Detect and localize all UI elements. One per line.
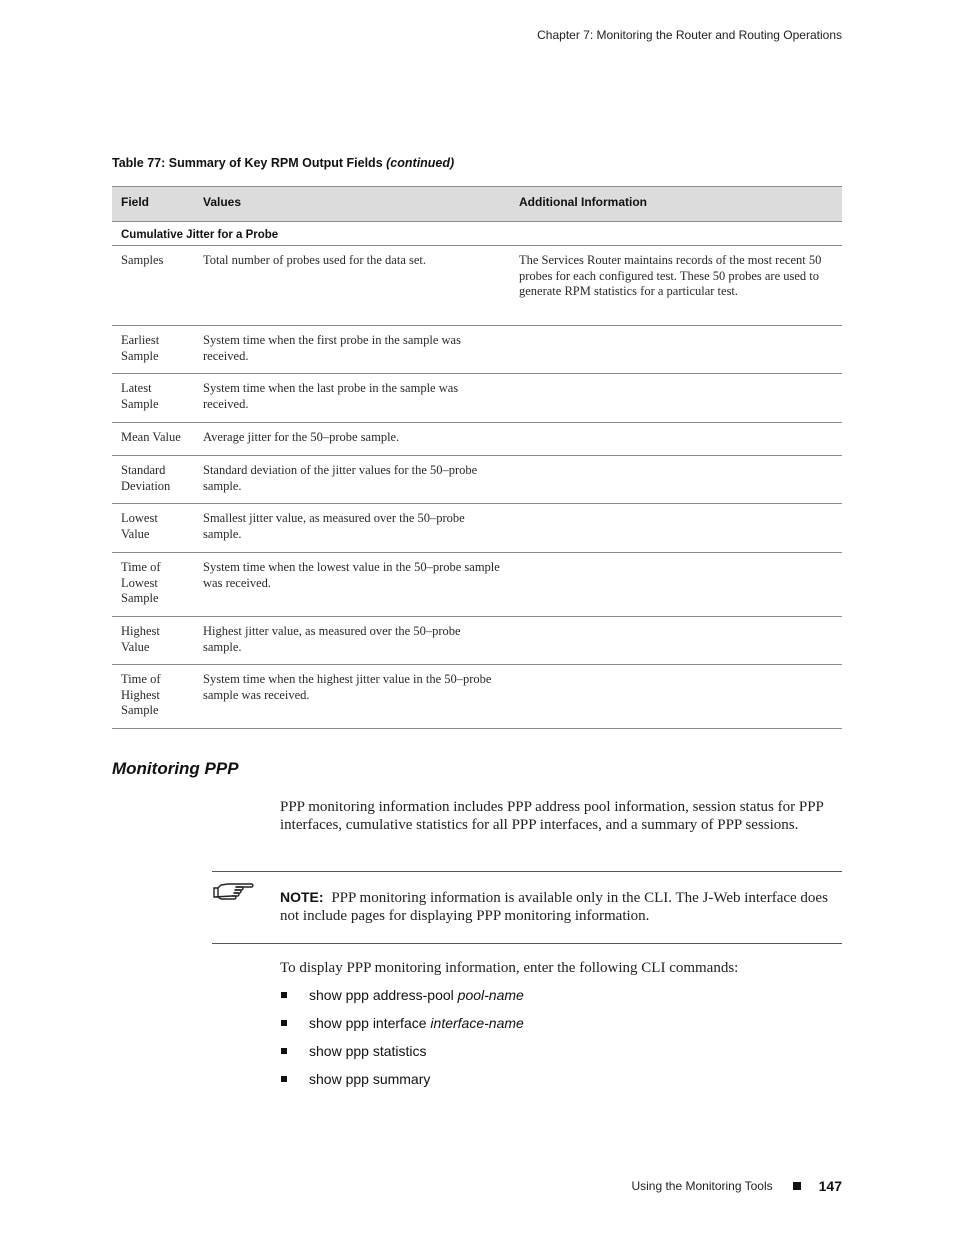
field-cell: Latest Sample: [112, 374, 194, 423]
values-cell: Total number of probes used for the data set.: [194, 246, 510, 326]
values-cell: System time when the last probe in the sample was received.: [194, 374, 510, 423]
pointing-hand-icon: [212, 880, 256, 904]
note-label: NOTE:: [280, 889, 324, 905]
bullet-icon: [281, 1048, 287, 1054]
field-cell: Standard Deviation: [112, 456, 194, 504]
field-cell: Time of Lowest Sample: [112, 553, 194, 617]
table-row: [112, 617, 842, 665]
footer-title: Using the Monitoring Tools: [631, 1179, 773, 1193]
info-cell: [510, 456, 842, 504]
note-paragraph: [280, 888, 846, 925]
list-item: [280, 1041, 524, 1069]
info-cell: [510, 504, 842, 553]
field-cell: Lowest Value: [112, 504, 194, 553]
group-label: Cumulative Jitter for a Probe: [112, 221, 842, 246]
command-text: show ppp statistics: [309, 1043, 427, 1059]
column-header-values: Values: [194, 187, 510, 222]
table-row: [112, 665, 842, 729]
intro-paragraph: PPP monitoring information includes PPP address pool information, session status for PPP interfaces, cumulative statistics for all PPP interfaces, and a summary of PPP sessions.: [280, 799, 824, 833]
table-row: [112, 246, 842, 326]
page-number: 147: [818, 1178, 842, 1194]
table-row: [112, 553, 842, 617]
values-cell: Average jitter for the 50–probe sample.: [194, 423, 510, 456]
page-footer: [631, 1178, 842, 1194]
note-text: PPP monitoring information is available only in the CLI. The J-Web interface does not include pages for displaying PPP monitoring information.: [280, 890, 828, 924]
info-cell: [510, 617, 842, 665]
rpm-output-fields-table: [112, 186, 842, 729]
values-cell: Smallest jitter value, as measured over the 50–probe sample.: [194, 504, 510, 553]
values-cell: Highest jitter value, as measured over the 50–probe sample.: [194, 617, 510, 665]
table-header-row: [112, 187, 842, 222]
table-group-row: [112, 221, 842, 246]
display-instructions: To display PPP monitoring information, enter the following CLI commands:: [280, 960, 739, 976]
command-text: show ppp summary: [309, 1071, 431, 1087]
info-cell: [510, 374, 842, 423]
field-cell: Time of Highest Sample: [112, 665, 194, 729]
values-cell: System time when the first probe in the sample was received.: [194, 326, 510, 374]
command-argument: interface-name: [430, 1015, 524, 1031]
info-cell: [510, 326, 842, 374]
list-item: [280, 1013, 524, 1041]
field-cell: Mean Value: [112, 423, 194, 456]
table-caption-suffix: (continued): [386, 156, 455, 170]
running-header: Chapter 7: Monitoring the Router and Routing Operations: [537, 28, 842, 42]
list-item: [280, 985, 524, 1013]
info-cell: [510, 665, 842, 729]
info-cell: [510, 423, 842, 456]
cli-command-list: [280, 985, 524, 1097]
column-header-field: Field: [112, 187, 194, 222]
footer-square-icon: [793, 1182, 801, 1190]
field-cell: Highest Value: [112, 617, 194, 665]
table-row: [112, 423, 842, 456]
bullet-icon: [281, 992, 287, 998]
table-caption-title: Table 77: Summary of Key RPM Output Fields: [112, 156, 383, 170]
info-cell: [510, 553, 842, 617]
field-cell: Earliest Sample: [112, 326, 194, 374]
list-item: [280, 1069, 524, 1097]
command-argument: pool-name: [457, 987, 524, 1003]
values-cell: System time when the highest jitter value in the 50–probe sample was received.: [194, 665, 510, 729]
table-caption: [112, 156, 454, 170]
table-row: [112, 456, 842, 504]
column-header-additional-information: Additional Information: [510, 187, 842, 222]
note-bottom-rule: [212, 943, 842, 944]
section-title: Monitoring PPP: [112, 759, 239, 778]
note-top-rule: [212, 871, 842, 872]
table-row: [112, 374, 842, 423]
info-cell: The Services Router maintains records of the most recent 50 probes for each configured test. These 50 probes are used to generate RPM statistics for a particular test.: [510, 246, 842, 326]
field-cell: Samples: [112, 246, 194, 326]
command-text: show ppp address-pool: [309, 987, 454, 1003]
values-cell: System time when the lowest value in the 50–probe sample was received.: [194, 553, 510, 617]
table-row: [112, 504, 842, 553]
bullet-icon: [281, 1076, 287, 1082]
table-row: [112, 326, 842, 374]
values-cell: Standard deviation of the jitter values for the 50–probe sample.: [194, 456, 510, 504]
command-text: show ppp interface: [309, 1015, 427, 1031]
bullet-icon: [281, 1020, 287, 1026]
